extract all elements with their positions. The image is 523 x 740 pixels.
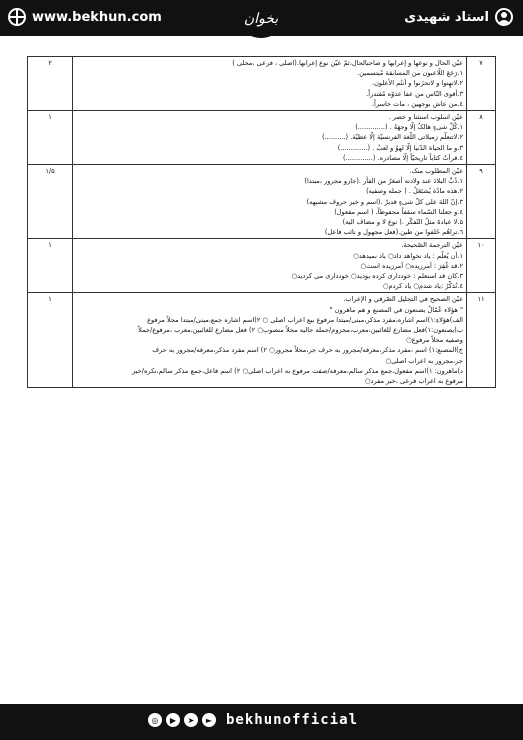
teacher-name: استاد شهیدی xyxy=(404,9,489,25)
question-line: ج)المصنع:۱) اسم ،مفرد مذکر،معرفه/مجرور به حرف جر،محلاً مجرور○ ۲) اسم مفرد مذکر،معرفه/مجرور به حرف xyxy=(152,346,463,355)
question-line: ۱.ذُبَّ البلادَ عند ولادته أصغرُ من الفأر .(جارو مجرور ،مبتدا) xyxy=(304,177,463,186)
bottom-banner xyxy=(0,704,523,740)
question-line: ۳.کان قد استعلم : خودداری کرده بودید○ خودداری می کردید○ xyxy=(291,272,463,281)
question-line: ۵.لا عبادةَ مثلُ التّفکّر .( نوع لا و مضاف الیه) xyxy=(342,218,463,227)
question-score: ۱ xyxy=(28,293,73,388)
question-line: ٦.تراهُم خَلفوا من طین.(فعل مجهول و نائب فاعل) xyxy=(324,228,463,237)
question-line: عیّن الصحیح في التحلیل الصّرفي و الإعراب. xyxy=(343,295,463,304)
question-number: ۹ xyxy=(467,165,496,239)
brand-logo xyxy=(236,0,286,38)
question-line: ۳.و ما الحیاة الدّنیا إلّا لهوٌ و لعبٌ . (.............) xyxy=(337,143,463,152)
question-row xyxy=(28,293,496,388)
question-line: ۳.أقوی النّاس من عفا عدوّه مُقتدراً. xyxy=(366,89,463,98)
questions-table xyxy=(27,56,496,388)
question-number: ۱۰ xyxy=(467,239,496,293)
question-line: ۱.کُلُّ شیءٍ هالکٌ إلّا وجهَهُ . (.............) xyxy=(355,123,463,132)
question-line: عیّن اسلوب استثنا و حصر . xyxy=(388,113,463,122)
question-line: ۲.هذه مادّة یُشتَعَلُ . ( جمله وصفیه) xyxy=(366,187,463,196)
question-body xyxy=(73,111,467,165)
question-line: ٤.قرأتُ کتاباً تاریخیّاً إلّا مصادره. (.............) xyxy=(343,153,463,162)
social-handle[interactable]: bekhunofficial xyxy=(226,712,359,728)
question-row xyxy=(28,165,496,239)
question-row xyxy=(28,239,496,293)
question-body xyxy=(73,293,467,388)
youtube-icon[interactable]: ▶ xyxy=(166,713,180,727)
question-line: مرفوع به اعراب فرعی ،خبر مفرد○ xyxy=(364,377,463,386)
question-line: " هؤلاء عُمّالٌ یصنعون في المصنع و هم ماهرون " xyxy=(329,305,463,314)
question-row xyxy=(28,111,496,165)
teacher-name-block xyxy=(404,8,513,26)
question-line: ٤.و جعلنا السّماء سقفاً محفوظاً. ( اسم مفعول) xyxy=(334,207,463,216)
question-number: ۱۱ xyxy=(467,293,496,388)
instagram-icon[interactable]: ◎ xyxy=(148,713,162,727)
question-body xyxy=(73,165,467,239)
question-line: جر،مجرور به اعراب اصلی○ xyxy=(385,356,463,365)
question-line: ٤.من عاش بوجهین ، مات خاسراً. xyxy=(371,99,463,108)
site-url: www.bekhun.com xyxy=(32,9,162,25)
question-line: ۲.لاتهِنوا و لاتحزَنوا و أنتُم الأعلون. xyxy=(371,79,463,88)
play-icon[interactable]: ► xyxy=(202,713,216,727)
question-number: ۸ xyxy=(467,111,496,165)
question-score: ۱/۵ xyxy=(28,165,73,239)
site-link[interactable] xyxy=(8,8,162,26)
globe-icon xyxy=(8,8,26,26)
question-number: ۷ xyxy=(467,57,496,111)
question-line: عیّن المطلوب منک. xyxy=(409,167,463,176)
telegram-icon[interactable]: ➤ xyxy=(184,713,198,727)
question-line: ۲.لاتتعلّم زمیلاتی اللّغة الفرنسیّة إلّا عطیّة. (..........) xyxy=(322,133,463,142)
question-line: ب)یصنعون:۱)فعل مضارع للغائبین،معرب،مجزوم/جمله حالیه محلاً منصوب○ ۲) فعل مضارع للغائبین،معرب ،مرفوع/جملاً xyxy=(138,326,463,335)
question-score: ۱ xyxy=(28,239,73,293)
top-banner xyxy=(0,0,523,36)
question-body xyxy=(73,57,467,111)
question-body xyxy=(73,239,467,293)
question-line: ۱.رَجَعَ اللّاعبون من المسابقة مُبتسمین. xyxy=(357,69,463,78)
question-line: ۲.قد غُفِرَ : آمرزیده○ آمرزیده است○ xyxy=(360,261,463,270)
question-line: عیّن الحال و نوعها و إعرابها و صاحبالحال،ثمّ عیّن نوع إعرابها.(اصلی ، فرعی ،محلی ) xyxy=(232,59,463,67)
question-line: ۱.أن یُعلّم : یاد نخواهد داد○ یاد نمیدهد○ xyxy=(353,251,463,260)
user-icon xyxy=(495,8,513,26)
question-line: عیّن الترجمة الصّحیحة. xyxy=(401,241,463,250)
logo-text: بخوان xyxy=(243,11,279,27)
question-line: د)ماهرون: ۱)اسم مفعول،جمع مذکر سالم،معرفه/صفت مرفوع به اعراب اصلی○ ۲) اسم فاعل،جمع مذکر سالم،نکره/خبر xyxy=(132,366,463,375)
question-row xyxy=(28,57,496,111)
question-line: ٤.تُذکِّرُ :یاد شدم○ یاد کردم○ xyxy=(382,282,463,291)
question-line: ۳.إنّ اللهَ علی کلّ شیءٍ قدیرٌ .(اسم و خبر حروف مشبهه) xyxy=(306,197,463,206)
question-line: وصفیه محلاً مرفوع○ xyxy=(406,336,463,345)
question-line: الف)هؤلاءِ:۱)اسم اشاره،مفرد مذکر،مبنی/مبتدا مرفوع بیع اعراب اصلی ○ ۲)اسم اشاره جمع،مبنی/مبتدا محلاً مرفوع xyxy=(147,315,463,324)
question-score: ۲ xyxy=(28,57,73,111)
question-score: ۱ xyxy=(28,111,73,165)
